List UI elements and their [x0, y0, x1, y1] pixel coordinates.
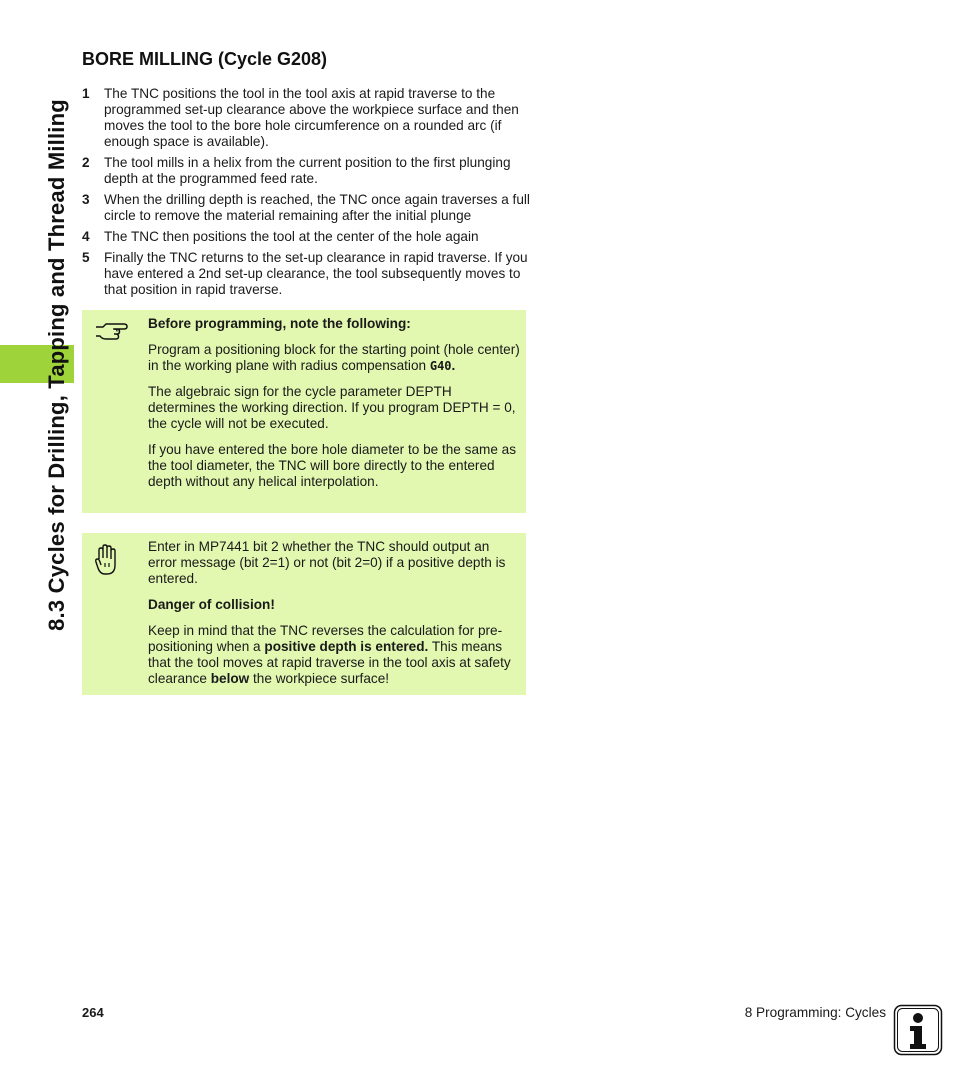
raised-hand-warning-icon	[94, 543, 118, 582]
step-text: Finally the TNC returns to the set-up clearance in rapid traverse. If you have entered a 2nd set-up clearance, the tool subsequently moves to that position in rapid traverse.	[104, 250, 528, 297]
note-emphasis: positive depth is entered.	[264, 639, 429, 654]
note-text: This means that the tool moves at rapid traverse in the tool axis at safety clearance	[148, 639, 511, 686]
note-paragraph: If you have entered the bore hole diameter to be the same as the tool diameter, the TNC will bore directly to the entered depth without any helical interpolation.	[148, 442, 517, 489]
chapter-label: 8 Programming: Cycles	[744, 1005, 886, 1020]
step-text: When the drilling depth is reached, the TNC once again traverses a full circle to remove the material remaining after the initial plunge	[104, 192, 530, 223]
step-text: The tool mills in a helix from the current position to the first plunging depth at the programmed feed rate.	[104, 155, 511, 186]
info-icon	[893, 1004, 943, 1056]
step-text: The TNC positions the tool in the tool axis at rapid traverse to the programmed set-up clearance above the workpiece surface and then moves the tool to the bore hole circumference on a rounded arc (if enough space is available).	[104, 86, 519, 149]
note-paragraph	[148, 342, 520, 374]
note-paragraph: The algebraic sign for the cycle parameter DEPTH determines the working direction. If you program DEPTH = 0, the cycle will not be executed.	[148, 384, 516, 431]
step-item	[82, 86, 532, 150]
section-side-title: 8.3 Cycles for Drilling, Tapping and Thread Milling	[44, 99, 69, 631]
step-item	[82, 250, 532, 298]
note-body	[148, 539, 520, 697]
danger-label: Danger of collision!	[148, 597, 275, 612]
step-item	[82, 229, 532, 245]
code-g40: G40	[429, 359, 452, 373]
step-number: 3	[82, 192, 90, 207]
note-text: Keep in mind that the TNC reverses the calculation for pre-positioning when a	[148, 623, 503, 654]
note-paragraph: Enter in MP7441 bit 2 whether the TNC should output an error message (bit 2=1) or not (bit 2=0) if a positive depth is entered.	[148, 539, 506, 586]
step-item	[82, 192, 532, 224]
note-emphasis: below	[210, 671, 250, 686]
step-text: The TNC then positions the tool at the center of the hole again	[104, 229, 479, 244]
note-text: Program a positioning block for the starting point (hole center) in the working plane with radius compensation	[148, 342, 520, 373]
pointing-hand-icon	[94, 318, 130, 347]
programming-note-box	[82, 310, 526, 513]
step-item	[82, 155, 532, 187]
step-number: 4	[82, 229, 90, 244]
step-number: 2	[82, 155, 90, 170]
note-body	[148, 316, 520, 500]
step-number: 1	[82, 86, 90, 101]
note-title: Before programming, note the following:	[148, 316, 411, 331]
step-list	[82, 86, 532, 303]
note-text-end: .	[451, 358, 456, 373]
page-number: 264	[82, 1005, 104, 1020]
note-text: the workpiece surface!	[249, 671, 390, 686]
note-paragraph	[148, 623, 520, 687]
page-heading: BORE MILLING (Cycle G208)	[82, 49, 328, 69]
step-number: 5	[82, 250, 90, 265]
collision-warning-box	[82, 533, 526, 695]
